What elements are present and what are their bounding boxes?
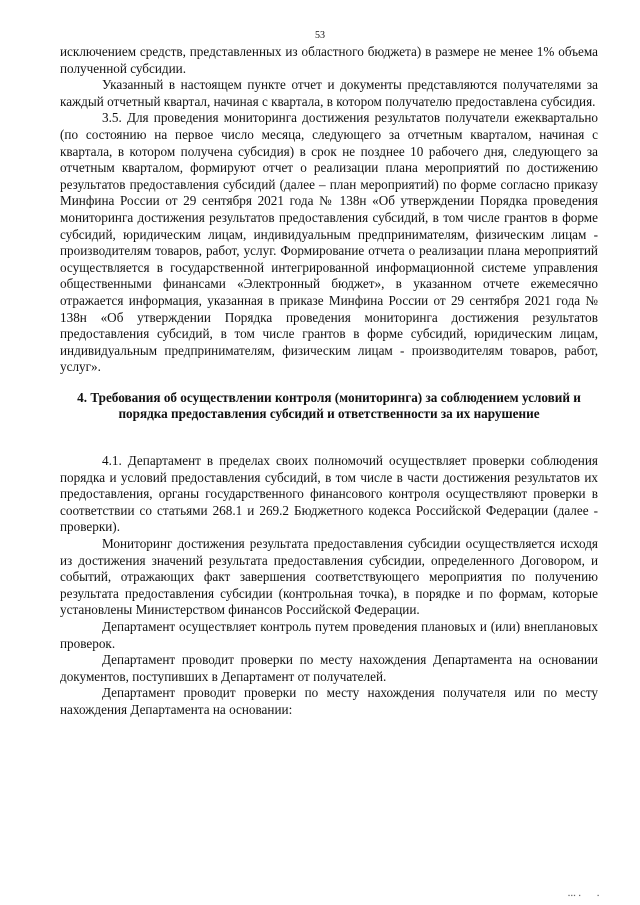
page-number: 53: [315, 30, 325, 41]
footer-scan-mark: ▪▪▪ ▪ ▪: [568, 894, 600, 899]
section-heading-4: 4. Требования об осуществлении контроля (мониторинга) за соблюдением условий и порядка предоставления субсидий и ответственности за их нарушение: [77, 389, 581, 422]
paragraph-checks-location: Департамент проводит проверки по месту нахождения получателя или по месту нахождения Департамента на основании:: [60, 685, 598, 717]
paragraph-4-1-inspections: 4.1. Департамент в пределах своих полномочий осуществляет проверки соблюдения порядка и условий предоставления субсидий, в том числе в части достижения результатов их предоставления, органы государственного финансового контроля осуществляют проверки в соответствии со статьями 268.1 и 269.2 Бюджетного кодекса Российской Федерации (далее - проверки).: [60, 453, 598, 535]
paragraph-checks-documents: Департамент проводит проверки по месту нахождения Департамента на основании документов, поступивших в Департамент от получателей.: [60, 652, 598, 684]
paragraph-monitoring-result: Мониторинг достижения результата предоставления субсидии осуществляется исходя из достижения значений результата предоставления субсидии, определенного Договором, и событий, отражающих факт завершения соответствующего мероприятия по получению результата предоставления субсидии (контрольная точка), в порядке и по формам, которые установлены Министерством финансов Российской Федерации.: [60, 536, 598, 618]
paragraph-continuation: исключением средств, представленных из областного бюджета) в размере не менее 1% объема полученной субсидии.: [60, 44, 598, 76]
paragraph-control-checks: Департамент осуществляет контроль путем проведения плановых и (или) внеплановых проверок.: [60, 619, 598, 651]
paragraph-report-documents: Указанный в настоящем пункте отчет и документы представляются получателями за каждый отчетный квартал, начиная с квартала, в котором получателю предоставлена субсидия.: [60, 77, 598, 109]
paragraph-3-5-monitoring: 3.5. Для проведения мониторинга достижения результатов получатели ежеквартально (по состоянию на первое число месяца, следующего за отчетным кварталом, начиная с квартала, в котором получена субсидия) в срок не позднее 10 рабочего дня, следующего за отчетным кварталом, формируют отчет о реализации плана мероприятий по достижению результатов предоставления субсидий (далее – план мероприятий) по форме согласно приказу Минфина России от 29 сентября 2021 года № 138н «Об утверждении Порядка проведения мониторинга достижения результатов предоставления субсидий, в том числе грантов в форме субсидий, юридическим лицам, индивидуальным предпринимателям, физическим лицам - производителям товаров, работ, услуг. Формирование отчета о реализации плана мероприятий осуществляется в государственной интегрированной информационной системе управления общественными финансами «Электронный бюджет», в указанном отчете ежемесячно отражается информация, указанная в приказе Минфина России от 29 сентября 2021 года № 138н «Об утверждении Порядка проведения мониторинга достижения результатов предоставления субсидий, в том числе грантов в форме субсидий, юридическим лицам, индивидуальным предпринимателям, физическим лицам - производителям товаров, работ, услуг».: [60, 110, 598, 375]
document-body: [60, 44, 598, 719]
